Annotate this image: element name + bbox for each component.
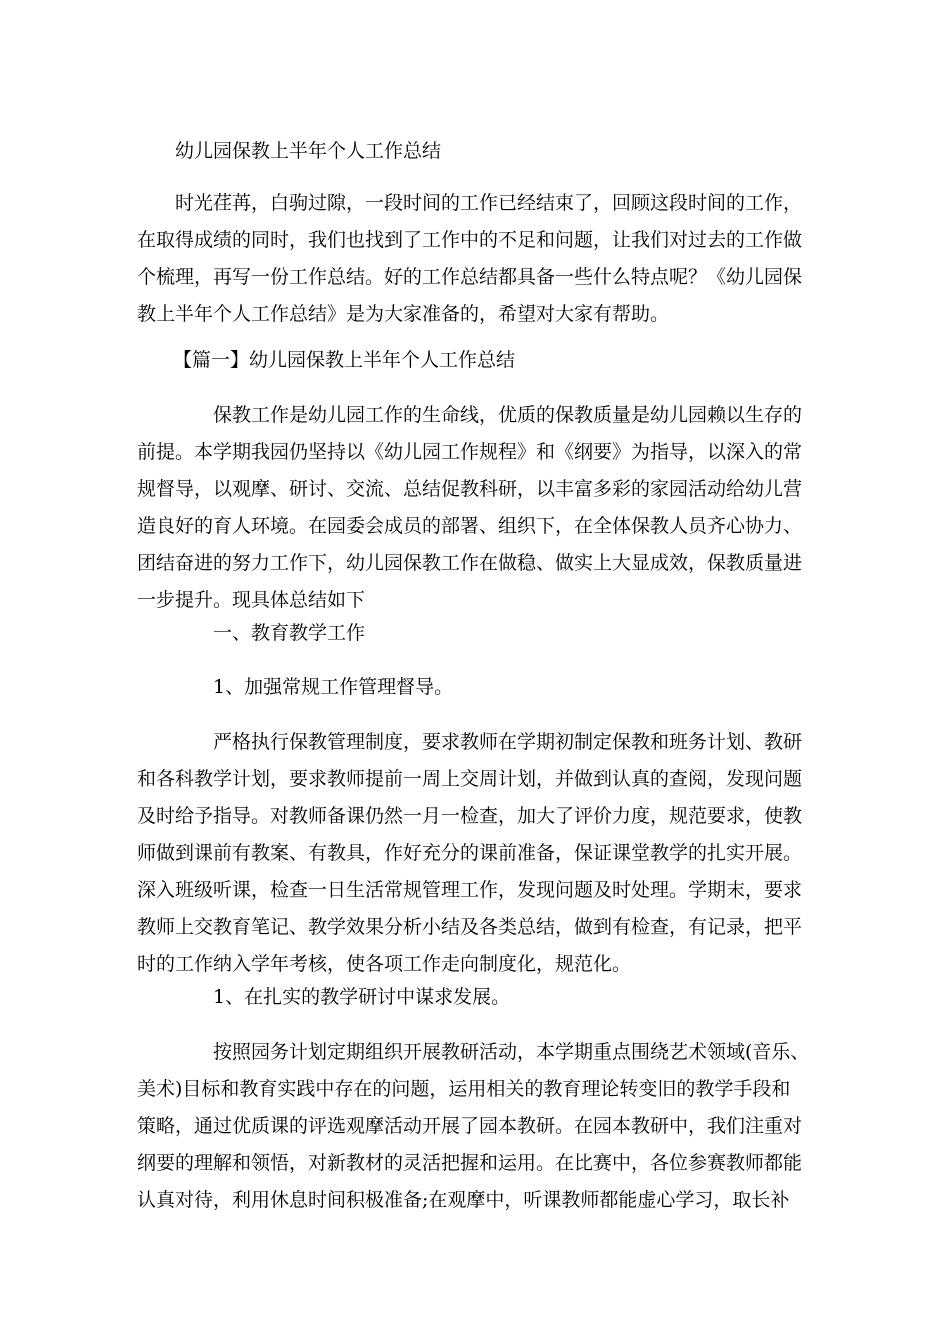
text-line: 个梳理，再写一份工作总结。好的工作总结都具备一些什么特点呢？《幼儿园保: [137, 266, 803, 288]
intro-paragraph: [137, 185, 802, 333]
document-title: 幼儿园保教上半年个人工作总结: [175, 140, 442, 162]
subheading-research: 1、在扎实的教学研讨中谋求发展。: [213, 986, 511, 1008]
text-line: 及时给予指导。对教师备课仍然一月一检查，加大了评价力度，规范要求，使教: [137, 805, 803, 827]
heading-education: 一、教育教学工作: [213, 622, 366, 644]
text-line: 前提。本学期我园仍坚持以《幼儿园工作规程》和《纲要》为指导，以深入的常: [137, 441, 803, 463]
text-line: 团结奋进的努力工作下，幼儿园保教工作在做稳、做实上大显成效，保教质量进: [137, 552, 803, 574]
body-paragraph-3: [137, 1034, 809, 1219]
text-line: 严格执行保教管理制度，要求教师在学期初制定保教和班务计划、教研: [213, 731, 803, 753]
text-line: 和各科教学计划，要求教师提前一周上交周计划，并做到认真的查阅，发现问题: [137, 768, 803, 790]
section-heading: 【篇一】幼儿园保教上半年个人工作总结: [173, 349, 516, 371]
text-line: 造良好的育人环境。在园委会成员的部署、组织下，在全体保教人员齐心协力、: [137, 515, 803, 537]
text-line: 时的工作纳入学年考核，使各项工作走向制度化，规范化。: [137, 953, 632, 975]
text-line: 教上半年个人工作总结》是为大家准备的，希望对大家有帮助。: [137, 303, 670, 325]
text-line: 纲要的理解和领悟，对新教材的灵活把握和运用。在比赛中，各位参赛教师都能: [137, 1152, 803, 1174]
body-paragraph-2: [137, 724, 802, 983]
text-line: 保教工作是幼儿园工作的生命线，优质的保教质量是幼儿园赖以生存的: [213, 404, 803, 426]
text-line: 美术)目标和教育实践中存在的问题，运用相关的教育理论转变旧的教学手段和: [137, 1078, 791, 1100]
body-paragraph-1: [137, 397, 802, 619]
text-line: 规督导，以观摩、研讨、交流、总结促教科研，以丰富多彩的家园活动给幼儿营: [137, 478, 803, 500]
text-line: 一步提升。现具体总结如下: [137, 589, 366, 611]
text-line: 时光荏苒，白驹过隙，一段时间的工作已经结束了，回顾这段时间的工作，: [175, 192, 803, 214]
text-line: 按照园务计划定期组织开展教研活动，本学期重点围绕艺术领域(音乐、: [213, 1041, 810, 1063]
text-line: 在取得成绩的同时，我们也找到了工作中的不足和问题，让我们对过去的工作做: [137, 229, 803, 251]
text-line: 策略，通过优质课的评选观摩活动开展了园本教研。在园本教研中，我们注重对: [137, 1115, 803, 1137]
text-line: 师做到课前有教案、有教具，作好充分的课前准备，保证课堂教学的扎实开展。: [137, 842, 803, 864]
text-line: 教师上交教育笔记、教学效果分析小结及各类总结，做到有检查，有记录，把平: [137, 916, 803, 938]
text-line: 深入班级听课，检查一日生活常规管理工作，发现问题及时处理。学期末，要求: [137, 879, 803, 901]
text-line: 认真对待，利用休息时间积极准备;在观摩中，听课教师都能虚心学习，取长补: [137, 1189, 790, 1211]
subheading-routine: 1、加强常规工作管理督导。: [213, 676, 454, 698]
